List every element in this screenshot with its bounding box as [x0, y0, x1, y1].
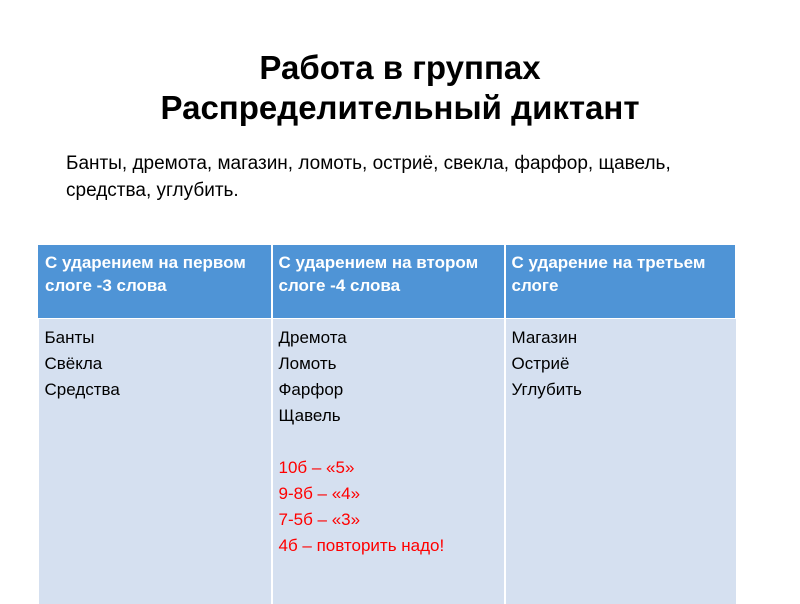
list-item: Углубить [512, 377, 730, 403]
list-item: Банты [45, 325, 265, 351]
list-item: Средства [45, 377, 265, 403]
grade-item: 9-8б – «4» [279, 481, 498, 507]
page-title [0, 48, 800, 128]
list-item: Остриё [512, 351, 730, 377]
word-list-text: Банты, дремота, магазин, ломоть, остриё, свекла, фарфор, щавель, средства, углубить. [66, 150, 756, 204]
list-item: Ломоть [279, 351, 498, 377]
list-item: Щавель [279, 403, 498, 429]
spacer [279, 429, 498, 455]
grade-item: 4б – повторить надо! [279, 533, 498, 559]
header-third-syllable: С ударение на третьем слоге [505, 245, 736, 319]
grade-item: 7-5б – «3» [279, 507, 498, 533]
list-item: Магазин [512, 325, 730, 351]
header-first-syllable: С ударением на первом слоге -3 слова [39, 245, 272, 319]
grade-item: 10б – «5» [279, 455, 498, 481]
list-item: Фарфор [279, 377, 498, 403]
cell-first-syllable [39, 319, 272, 604]
table-header-row [39, 245, 736, 319]
list-item: Свёкла [45, 351, 265, 377]
list-item: Дремота [279, 325, 498, 351]
title-line-2: Распределительный диктант [0, 88, 800, 128]
distribution-table [38, 244, 736, 604]
cell-third-syllable [505, 319, 736, 604]
header-second-syllable: С ударением на втором слоге -4 слова [272, 245, 505, 319]
title-line-1: Работа в группах [0, 48, 800, 88]
cell-second-syllable [272, 319, 505, 604]
table-row [39, 319, 736, 604]
